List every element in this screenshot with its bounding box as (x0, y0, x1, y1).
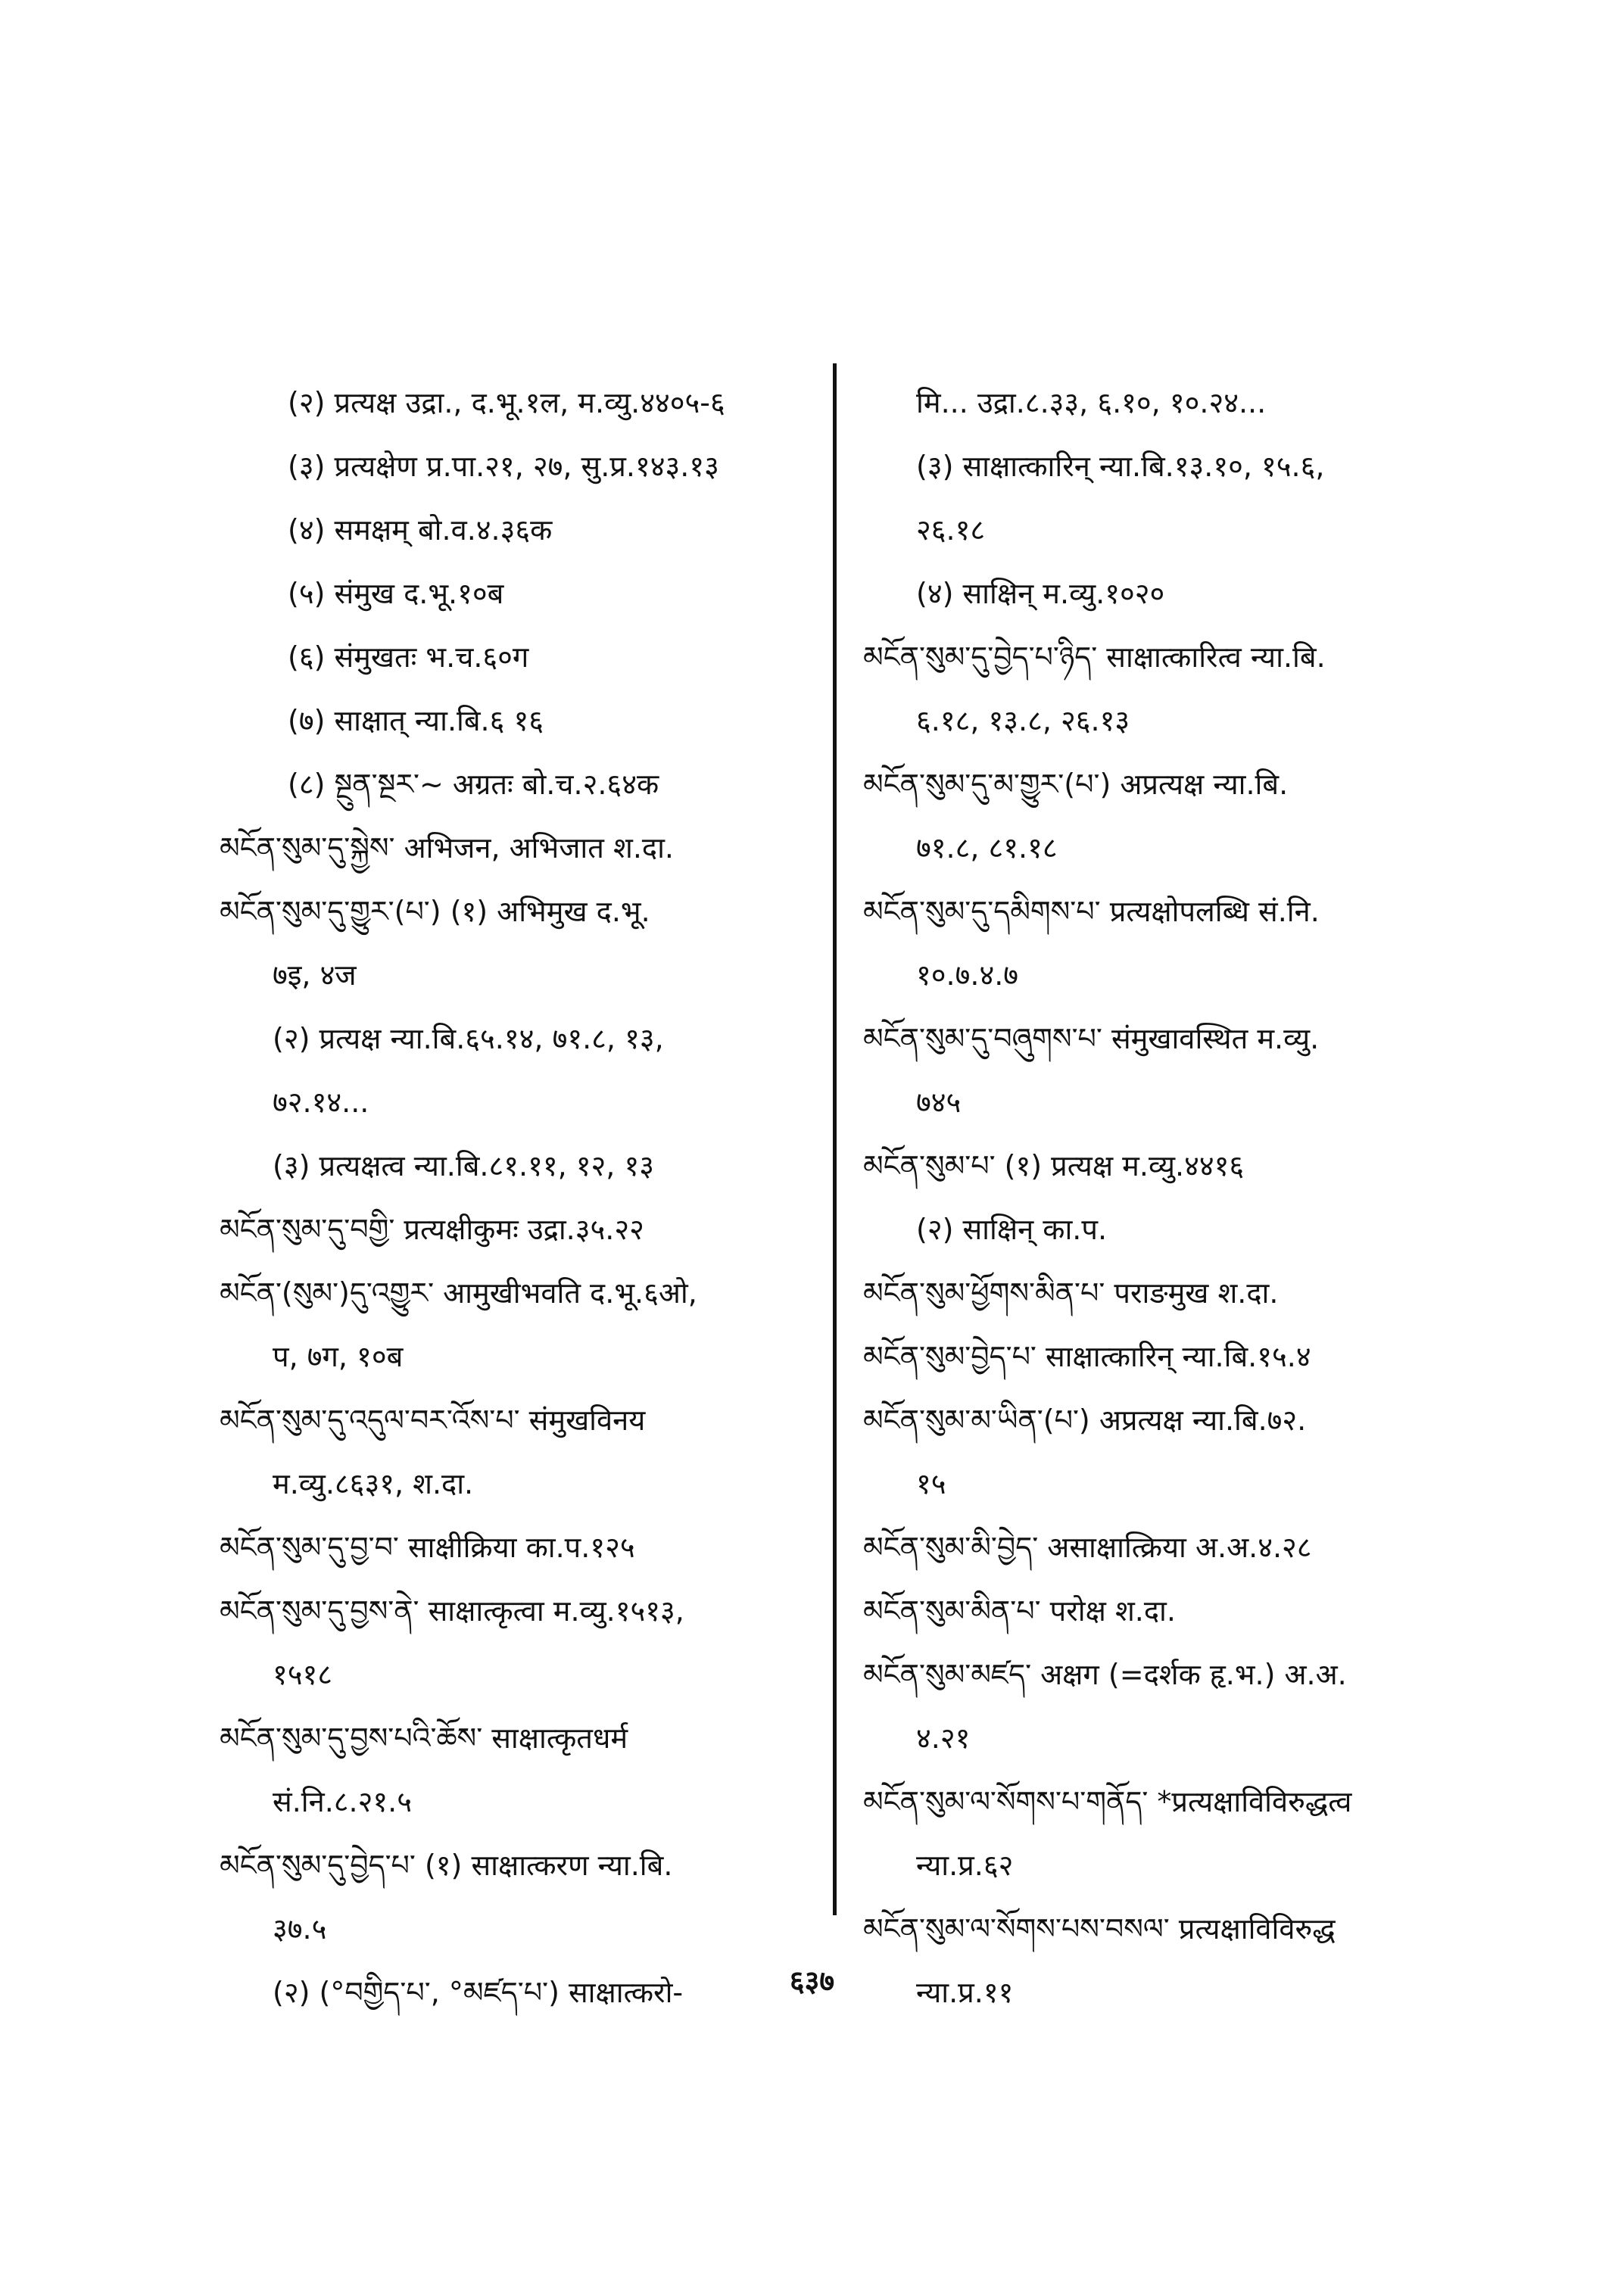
dictionary-entry-line: (२) प्रत्यक्ष उद्रा., द.भू.१ल, म.व्यु.४४०५-६ (288, 386, 725, 419)
dictionary-entry-line: (७) साक्षात् न्या.बि.६ १६ (288, 704, 544, 737)
dictionary-entry-line: (८) སྔུན་སྔར་~ अग्रतः बो.च.२.६४क (288, 768, 659, 801)
dictionary-entry-line: མངོན་སུམ་དུ་མ་གྱུར་(པ་) अप्रत्यक्ष न्या.बि. (863, 768, 1289, 801)
dictionary-entry-line: མངོན་སུམ་དུ་འདུལ་བར་འོས་པ་ संमुखविनय (220, 1404, 646, 1437)
dictionary-entry-line: མངོན་སུམ་ཕྱོགས་མིན་པ་ पराङमुख श.दा. (863, 1276, 1279, 1310)
dictionary-entry-line: མངོན་སུམ་དུ་གྱུར་(པ་) (१) अभिमुख द.भू. (220, 895, 650, 928)
dictionary-entry-line: ७१.८, ८१.१८ (916, 831, 1058, 865)
dictionary-entry-line: མངོན་སུམ་དུ་དམིགས་པ་ प्रत्यक्षोपलब्धि सं.नि. (863, 895, 1320, 928)
dictionary-entry-line: མངོན་སུམ་བྱེད་པ་ साक्षात्कारिन् न्या.बि.१५.४ (863, 1340, 1311, 1373)
dictionary-entry-line: १०.७.४.७ (916, 958, 1019, 992)
dictionary-entry-line: (३) साक्षात्कारिन् न्या.बि.१३.१०, १५.६, (916, 450, 1325, 483)
dictionary-entry-line: ७४५ (916, 1086, 962, 1119)
dictionary-entry-line: མངོན་སུམ་དུ་བྱེད་པ་ (१) साक्षात्करण न्या.बि. (220, 1849, 673, 1882)
dictionary-entry-line: མངོན་སུམ་དུ་བྱ་བ་ साक्षीक्रिया का.प.१२५ (220, 1531, 635, 1564)
dictionary-entry-line: सं.नि.८.२१.५ (273, 1785, 412, 1818)
dictionary-entry-line: न्या.प्र.११ (916, 1976, 1014, 2009)
dictionary-entry-line: १५१८ (273, 1658, 333, 1691)
left-column (220, 371, 810, 2024)
right-column (863, 371, 1469, 2024)
dictionary-entry-line: (४) समक्षम् बो.व.४.३६क (288, 513, 553, 547)
dictionary-entry-line: म.व्यु.८६३१, श.दा. (273, 1467, 474, 1500)
dictionary-entry-line: མངོན་སུམ་དུ་བྱས་པའི་ཆོས་ साक्षात्कृतधर्म (220, 1721, 628, 1755)
dictionary-entry-line: མངོན་(སུམ་)དུ་འགྱུར་ आमुखीभवति द.भू.६ओ, (220, 1276, 697, 1310)
dictionary-entry-line: མངོན་སུམ་མི་བྱེད་ असाक्षात्क्रिया अ.अ.४.२८ (863, 1531, 1312, 1564)
dictionary-entry-line: ४.२१ (916, 1721, 971, 1755)
dictionary-entry-line: མངོན་སུམ་པ་ (१) प्रत्यक्ष म.व्यु.४४१६ (863, 1149, 1245, 1182)
dictionary-entry-line: མངོན་སུམ་དུ་བྱེད་པ་ཉིད་ साक्षात्कारित्व न्या.बि. (863, 640, 1326, 674)
dictionary-entry-line: न्या.प्र.६२ (916, 1849, 1014, 1882)
dictionary-entry-line: (६) संमुखतः भ.च.६०ग (288, 640, 529, 674)
dictionary-entry-line: (३) प्रत्यक्षत्व न्या.बि.८१.११, १२, १३ (273, 1149, 654, 1182)
dictionary-entry-line: (३) प्रत्यक्षेण प्र.पा.२१, २७, सु.प्र.१४३.१३ (288, 450, 719, 483)
page-number: ६३७ (789, 1964, 835, 1998)
dictionary-entry-line: २६.१८ (916, 513, 986, 547)
dictionary-entry-line: प, ७ग, १०ब (273, 1340, 404, 1373)
dictionary-entry-line: १५ (916, 1467, 946, 1500)
dictionary-entry-line: ६.१८, १३.८, २६.१३ (916, 704, 1130, 737)
dictionary-entry-line: ७२.१४... (273, 1086, 369, 1119)
dictionary-entry-line: ३७.५ (273, 1912, 327, 1946)
dictionary-entry-line: མངོན་སུམ་དུ་བཞུགས་པ་ संमुखावस्थित म.व्यु. (863, 1022, 1320, 1055)
dictionary-entry-line: ७इ, ४ज (273, 958, 357, 992)
dictionary-entry-line: (५) संमुख द.भू.१०ब (288, 577, 504, 610)
dictionary-entry-line: (२) साक्षिन् का.प. (916, 1213, 1108, 1246)
dictionary-entry-line: མངོན་སུམ་མ་ཡིན་(པ་) अप्रत्यक्ष न्या.बि.७२. (863, 1404, 1307, 1437)
dictionary-entry-line: मि... उद्रा.८.३३, ६.१०, १०.२४... (916, 386, 1267, 419)
dictionary-entry-line: མངོན་སུམ་དུ་བྱས་ནེ་ साक्षात्कृत्वा म.व्यु.१५१३, (220, 1594, 684, 1628)
column-divider (833, 363, 837, 1915)
dictionary-entry-line: མངོན་སུམ་དུ་སྐྱེས་ अभिजन, अभिजात श.दा. (220, 831, 674, 865)
dictionary-entry-line: མངོན་སུམ་མིན་པ་ परोक्ष श.दा. (863, 1594, 1176, 1628)
dictionary-entry-line: (२) प्रत्यक्ष न्या.बि.६५.१४, ७१.८, १३, (273, 1022, 664, 1055)
dictionary-entry-line: མངོན་སུམ་མཛད་ अक्षग (=दर्शक हृ.भ.) अ.अ. (863, 1658, 1347, 1691)
dictionary-entry-line: (२) (°བགྱིད་པ་, °མཛད་པ་) साक्षात्करो- (273, 1976, 684, 2009)
dictionary-entry-line: མངོན་སུམ་ལ་སོགས་པས་བསལ་ प्रत्यक्षाविविरुद्ध (863, 1912, 1336, 1946)
dictionary-entry-line: མངོན་སུམ་དུ་བགྱི་ प्रत्यक्षीकुमः उद्रा.३५.२२ (220, 1213, 644, 1246)
dictionary-entry-line: (४) साक्षिन् म.व्यु.१०२० (916, 577, 1165, 610)
dictionary-entry-line: མངོན་སུམ་ལ་སོགས་པ་གནོད་ *प्रत्यक्षाविविरुद्धत्व (863, 1785, 1352, 1818)
